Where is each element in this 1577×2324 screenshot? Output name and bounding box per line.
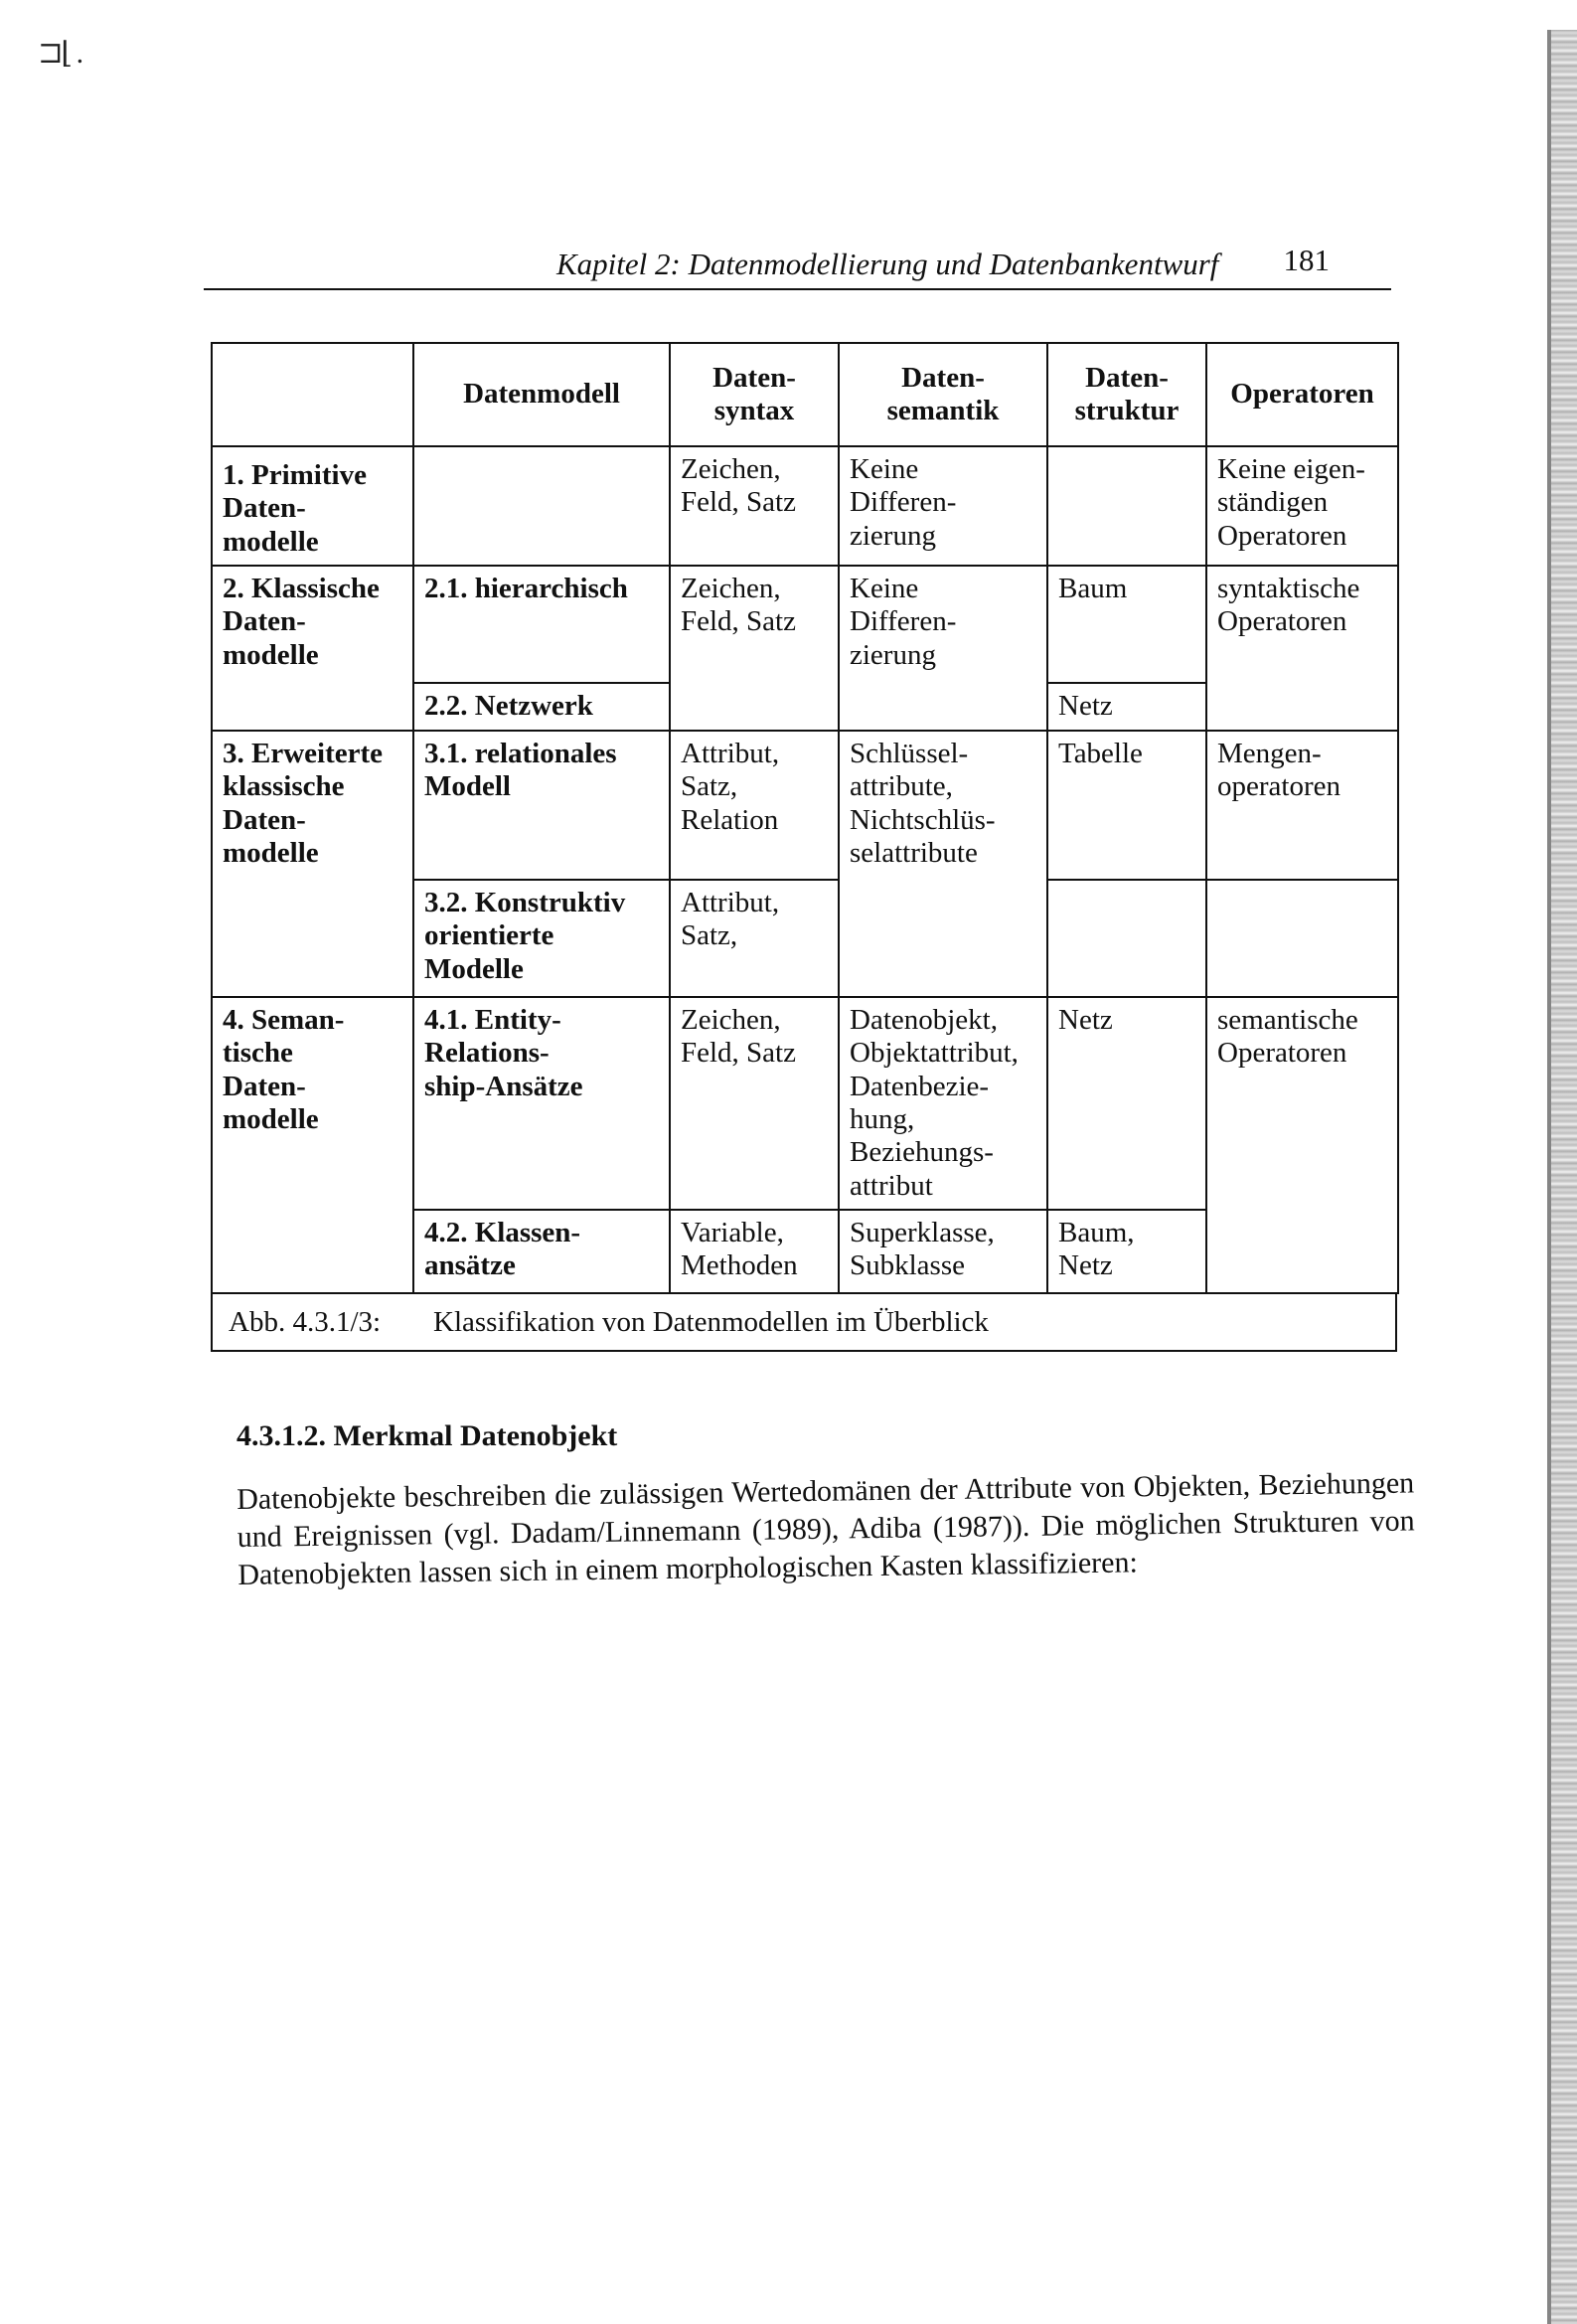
model-constructive: 3.2. Konstruktiv orientierte Modelle (413, 880, 670, 997)
level-primitive: 1. Primitive Daten- modelle (212, 446, 413, 566)
syntax-entity-relationship: Zeichen, Feld, Satz (670, 997, 839, 1210)
caption-text: Klassifikation von Datenmodellen im Überblick (433, 1305, 989, 1338)
syntax-primitive: Zeichen, Feld, Satz (670, 446, 839, 566)
syntax-constructive: Attribut, Satz, (670, 880, 839, 997)
level-extended: 3. Erweiterte klassische Daten- modelle (212, 731, 413, 997)
header-cell-datensyntax: Daten- syntax (670, 343, 839, 446)
operators-primitive: Keine eigen- ständigen Operatoren (1206, 446, 1398, 566)
scan-edge-line (1547, 30, 1551, 2324)
structure-relational: Tabelle (1047, 731, 1206, 880)
model-hierarchical: 2.1. hierarchisch (413, 566, 670, 683)
structure-primitive (1047, 446, 1206, 566)
data-model-classification-table (211, 342, 1399, 1294)
figure-caption (211, 1294, 1397, 1352)
semantics-classic: Keine Differen- zierung (839, 566, 1047, 731)
syntax-classic: Zeichen, Feld, Satz (670, 566, 839, 731)
chapter-title: Kapitel 2: Datenmodellierung und Datenbankentwurf (556, 247, 1219, 281)
model-relational: 3.1. relationales Modell (413, 731, 670, 880)
header-cell-datenstruktur: Daten- struktur (1047, 343, 1206, 446)
caption-label: Abb. 4.3.1/3: (229, 1305, 382, 1338)
page-number: 181 (1283, 243, 1330, 277)
structure-entity-relationship: Netz (1047, 997, 1206, 1210)
scan-edge-shadow (1551, 30, 1577, 2324)
syntax-class-approaches: Variable, Methoden (670, 1210, 839, 1293)
body-paragraph: Datenobjekte beschreiben die zulässigen Wertedomänen der Attribute von Objekten, Beziehungen und Ereignissen (vgl. Dadam/Linnemann (1989), Adiba (1987)). Die möglichen Strukturen von Datenobjekten lassen sich in einem morphologischen Kasten klassifizieren: (237, 1466, 1415, 1591)
structure-network: Netz (1047, 683, 1206, 731)
header-cell-empty (212, 343, 413, 446)
scan-corner-mark: ⊐⌊ . (38, 37, 82, 70)
table-row (212, 566, 1398, 683)
table-header-row (212, 343, 1398, 446)
table-row (212, 446, 1398, 566)
header-cell-operatoren: Operatoren (1206, 343, 1398, 446)
model-entity-relationship: 4.1. Entity- Relations- ship-Ansätze (413, 997, 670, 1210)
running-header (204, 235, 1391, 290)
operators-constructive (1206, 880, 1398, 997)
header-cell-datensemantik: Daten- semantik (839, 343, 1047, 446)
model-primitive (413, 446, 670, 566)
model-network: 2.2. Netzwerk (413, 683, 670, 731)
semantics-primitive: Keine Differen- zierung (839, 446, 1047, 566)
header-cell-datenmodell: Datenmodell (413, 343, 670, 446)
structure-constructive (1047, 880, 1206, 997)
section-heading: 4.3.1.2. Merkmal Datenobjekt (237, 1419, 618, 1452)
model-class-approaches: 4.2. Klassen- ansätze (413, 1210, 670, 1293)
semantics-class-approaches: Superklasse, Subklasse (839, 1210, 1047, 1293)
semantics-entity-relationship: Datenobjekt, Objektattribut, Datenbezie- hung, Beziehungs- attribut (839, 997, 1047, 1210)
table-row (212, 731, 1398, 880)
syntax-relational: Attribut, Satz, Relation (670, 731, 839, 880)
operators-semantic: semantische Operatoren (1206, 997, 1398, 1293)
structure-hierarchical: Baum (1047, 566, 1206, 683)
operators-extended: Mengen- operatoren (1206, 731, 1398, 880)
table-row (212, 997, 1398, 1210)
level-semantic: 4. Seman- tische Daten- modelle (212, 997, 413, 1293)
classification-figure (211, 342, 1397, 1352)
level-classic: 2. Klassische Daten- modelle (212, 566, 413, 731)
operators-classic: syntaktische Operatoren (1206, 566, 1398, 731)
structure-class-approaches: Baum, Netz (1047, 1210, 1206, 1293)
semantics-extended: Schlüssel- attribute, Nichtschlüs- selattribute (839, 731, 1047, 997)
